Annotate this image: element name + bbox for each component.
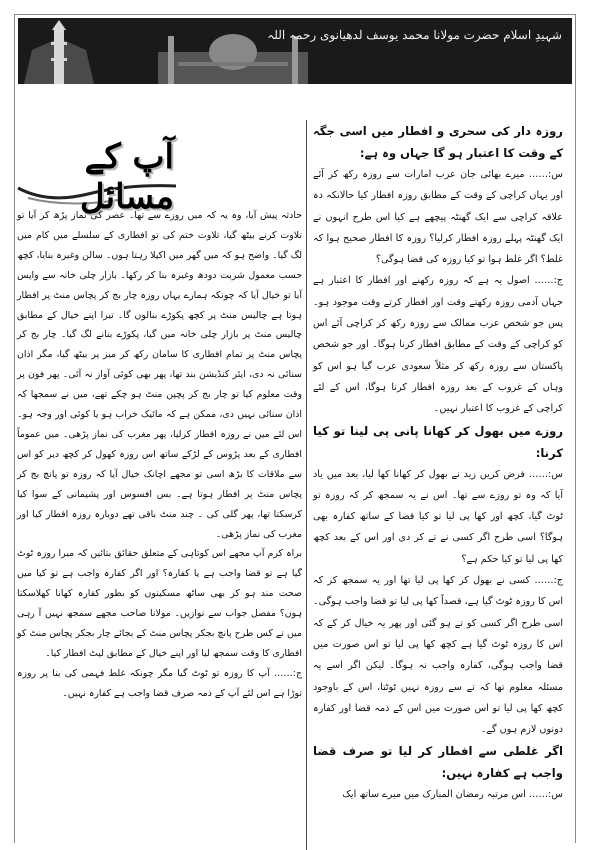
answer-text: ج:…… آپ کا روزہ تو ٹوٹ گیا مگر چونکہ غلط فہمی کی بنا پر روزہ توڑا ہے اس لئے آپ کے ذمہ صرف قضا واجب ہے کفارہ نہیں۔ [17,667,302,699]
column-divider [306,120,307,850]
banner-title: شہیدِ اسلام حضرت مولانا محمد یوسف لدھیانوی رحمہ اللہ [267,28,562,42]
minaret-icon [24,20,94,84]
question-text: س:…… فرض کریں زید نے بھول کر کھانا کھا لیا، بعد میں یاد آیا کہ وہ تو روزے سے تھا۔ اس نے یہ سمجھ کر کہ روزہ تو ٹوٹ گیا، کچھ اور کھا پی لیا تو کیا قضا کے ساتھ کفارہ بھی ہوگا؟ اسی طرح اگر کسی نے تے کر دی اور اس کے بعد کچھ کھا پی لیا تو کیا حکم ہے؟ [313,468,563,565]
heading-title: آپ کے مسائل [79,137,174,217]
question-continuation-text: براہ کرم آپ مجھے اس کوتاہی کے متعلق حقائق بتائیں کہ میرا روزہ ٹوٹ گیا ہے تو قضا واجب ہے یا کفارہ؟ اور اگر کفارہ واجب ہے تو کیا میں صحت مند ہو کر بھی ساٹھ مسکینوں کو بطور کفارہ کھانا کھلاسکتا ہوں؟ مفصل جواب سے نوازیں۔ مولانا صاحب مجھے سمجھ نہیں آ رہی میں نے کس طرح پانچ بجکر پچاس منٹ کے بجائے چار بجکر پچاس منٹ کو افطاری کا وقت سمجھ لیا اور اپنے خیال کے مطابق لیٹ افطار کیا۔ [17,548,302,659]
right-column [313,120,563,806]
answer-text: ج:…… کسی نے بھول کر کھا پی لیا تھا اور یہ سمجھ کر کہ اس کا روزہ ٹوٹ گیا ہے، قصداً کھا پی لیا تو قضا واجب ہوگی۔ اسی طرح اگر کسی کو تے ہو گئی اور پھر یہ خیال کر کے کہ اس کا روزہ ٹوٹ گیا ہے کچھ کھا پی لیا تو اس صورت میں قضا واجب ہوگی، کفارہ واجب نہ ہوگا۔ لیکن اگر اسے یہ مسئلہ معلوم تھا کہ تے سے روزہ نہیں ٹوٹتا، اس کے باوجود کچھ کھا پی لیا تو اس صورت میں اس کے ذمہ قضا اور کفارہ دونوں لازم ہوں گے۔ [313,575,563,736]
answer-text: ج:…… اصول یہ ہے کہ روزہ رکھنے اور افطار کا اعتبار ہے جہاں آدمی روزہ رکھتے وقت اور افطار کرتے وقت موجود ہو۔ پس جو شخص عرب ممالک سے روزہ رکھ کر کراچی آئے اس کو کراچی کے وقت کے مطابق افطار کرنا ہوگا۔ اور جو شخص پاکستان سے روزہ رکھ کر مثلاً سعودی عرب گیا ہو اس کو وہاں کے غروب کے بعد روزہ افطار کرنا ہوگا، اس کے لئے کراچی کے غروب کا اعتبار نہیں۔ [313,275,563,415]
column-banner [18,18,572,84]
question-heading: اگر غلطی سے افطار کر لیا تو صرف قضا واجب ہے کفارہ نہیں: [313,744,563,781]
question-heading: روزہ دار کی سحری و افطار میں اسی جگہ کے وقت کا اعتبار ہو گا جہاں وہ ہے: [313,124,563,160]
question-heading: روزے میں بھول کر کھانا پانی پی لینا تو کیا کرنا: [313,423,563,460]
question-continuation-text: حادثہ پیش آیا، وہ یہ کہ میں روزے سے تھا۔ عصر کی نماز پڑھ کر آیا تو تلاوت کرنے بیٹھ گیا، تلاوت ختم کی تو افطاری کے سلسلے میں کام میں لگ گیا۔ واضح ہو کہ میں گھر میں اکیلا رہتا ہوں۔ سالن وغیرہ بنایا، کچھ حسب معمول شربت دودھ وغیرہ بنا کر رکھا۔ بازار چلی خانہ سے واپس آیا تو خیال آیا کہ چونکہ ہمارے یہاں روزہ چار بج کر پچاس منٹ پر افطار ہوتا ہے چالیس منٹ پر کچھ پکوڑے بنالوں گا۔ تیرا اپنے خیال کے مطابق چالیس منٹ پر بازار چلی خانہ میں گیا، پکوڑے بنانے لگ گیا۔ چار بج کر پچاس منٹ پر تمام افطاری کا سامان رکھ کر میز پر بیٹھ گیا، مگر اذان سنائی نہ دی، ایئر کنڈیشن بند تھا، پھر بھی کوئی آواز نہ آئی۔ پھر فون پر وقت معلوم کیا تو چار بج کر پچپن منٹ ہو چکے تھے، میں نے سمجھا کہ اذان سنائی نہیں دی، ممکن ہے کہ مائیک خراب ہو یا کوئی اور وجہ ہو۔ اس لئے میں نے روزہ افطار کرلیا، پھر مغرب کی نماز پڑھی۔ میں عموماً افطاری کے بعد پڑوس کے لڑکے ساتھ اس روزہ کھول کر کچھ دیر کو اس سے ملاقات کا بڑھ اسی تو مجھے اچانک خیال آیا کہ روزہ تو پانچ بج کر پچاس منٹ پر افطار ہوتا ہے۔ بس افسوس اور پشیمانی کے سوا کیا کرسکتا تھا، پھر گلی کی ۔ چند منٹ باقی تھے دوبارہ روزہ افطار کیا اور مغرب کی نماز پڑھی۔ [17,210,302,540]
question-text: س:…… اس مرتبہ رمضان المبارک میں میرے ساتھ ایک [342,789,563,801]
left-column [17,206,302,704]
question-text: س:…… میرے بھائی جان عرب امارات سے روزہ رکھ کر آئے اور یہاں کراچی کے وقت کے مطابق روزہ افطار کیا حالانکہ دہ علاقہ کراچی سے ایک گھنٹہ پیچھے ہے کیا اس طرح انہوں نے ایک گھنٹہ پہلے روزہ افطار کرلیا؟ روزہ کا افطار صحیح ہوا کہ غلط؟ اگر غلط ہوا تو کیا روزہ کی قضا ہوگی؟ [313,169,563,266]
section-heading [8,128,178,217]
